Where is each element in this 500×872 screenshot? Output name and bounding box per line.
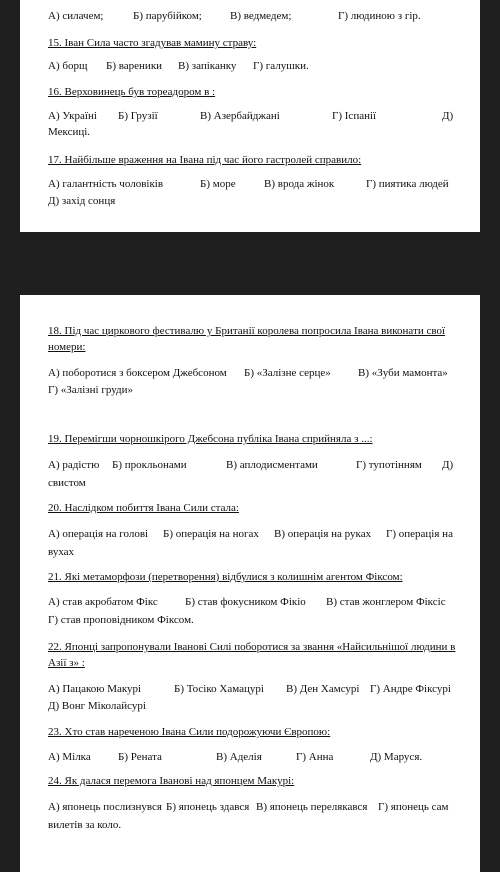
q21-option-d: Г) став проповідником Фіксом. <box>48 614 194 626</box>
q24-option-d-text: вилетів за коло. <box>48 819 122 831</box>
q23-question: 23. Хто став нареченою Івана Сили подорожуючи Європою: <box>48 726 331 738</box>
q14-option-d: Г) людиною з гір. <box>338 10 421 22</box>
q22-option-d: Г) Андре Фіксурі <box>370 683 451 695</box>
q16-option-e: Д) <box>442 110 454 122</box>
q23-option-e: Д) Маруся. <box>370 751 423 763</box>
q18-option-c: В) «Зуби мамонта» <box>358 367 448 379</box>
q16-option-e-text: Мексиці. <box>48 126 91 138</box>
q21-option-b: Б) став фокусником Фікіо <box>185 596 306 608</box>
q15-question: 15. Іван Сила часто згадував мамину страву: <box>48 37 257 49</box>
q15-option-b: Б) вареники <box>106 60 163 72</box>
q19-question: 19. Перемігши чорношкірого Джебсона публіка Івана сприйняла з ...: <box>48 433 373 445</box>
q22-question: 22. Японці запропонували Іванові Силі поборотися за звання «Найсильнішої людини в Азії з» : <box>48 641 456 669</box>
q17-option-a: А) галантність чоловіків <box>48 178 164 190</box>
q15-option-d: Г) галушки. <box>253 60 309 72</box>
q20-option-d: Г) операція на <box>386 528 453 540</box>
document-page-2 <box>20 295 480 872</box>
q17-option-e: Д) захід сонця <box>48 195 116 207</box>
q23-option-c: В) Аделія <box>216 751 262 763</box>
q16-question: 16. Верховинець був тореадором в : <box>48 86 216 98</box>
q19-option-e: Д) <box>442 459 454 471</box>
q19-option-b: Б) прокльонами <box>112 459 187 471</box>
q18-option-a: А) поборотися з боксером Джебсоном <box>48 367 227 379</box>
q16-option-b: Б) Грузії <box>118 110 158 122</box>
q24-option-c: В) японець перелякався <box>256 801 368 813</box>
q16-option-a: А) Україні <box>48 110 97 122</box>
q16-option-d: Г) Іспанії <box>332 110 377 122</box>
q17-option-c: В) врода жінок <box>264 178 335 190</box>
q22-option-a: А) Пацакою Макурі <box>48 683 142 695</box>
q17-option-d: Г) пиятика людей <box>366 178 449 190</box>
q24-option-d: Г) японець сам <box>378 801 449 813</box>
q20-question: 20. Наслідком побиття Івана Сили стала: <box>48 502 239 514</box>
q23-option-a: А) Мілка <box>48 751 91 763</box>
q22-option-c: В) Ден Хамсурі <box>286 683 360 695</box>
q23-option-b: Б) Рената <box>118 751 162 763</box>
q21-question: 21. Які метаморфози (перетворення) відбулися з колишнім агентом Фіксом: <box>48 571 403 583</box>
q20-option-c: В) операція на руках <box>274 528 372 540</box>
q22-option-e: Д) Вонг Міколайсурі <box>48 700 146 712</box>
q17-question: 17. Найбільше враження на Івана під час його гастролей справило: <box>48 154 362 166</box>
q19-option-c: В) аплодисментами <box>226 459 318 471</box>
q24-option-a: А) японець послизнувся <box>48 801 162 813</box>
q16-option-c: В) Азербайджані <box>200 110 280 122</box>
q19-option-a: А) радістю <box>48 459 100 471</box>
q14-option-a: А) силачем; <box>48 10 104 22</box>
q19-option-d: Г) тупотінням <box>356 459 422 471</box>
q14-option-c: В) ведмедем; <box>230 10 292 22</box>
q22-option-b: Б) Тосіко Хамацурі <box>174 683 264 695</box>
q18-option-d: Г) «Залізні груди» <box>48 384 134 396</box>
q23-option-d: Г) Анна <box>296 751 334 763</box>
q15-option-a: А) борщ <box>48 60 88 72</box>
q15-option-c: В) запіканку <box>178 60 237 72</box>
q20-option-d-text: вухах <box>48 546 75 558</box>
document-page-1 <box>20 0 480 232</box>
q14-option-b: Б) парубійком; <box>133 10 202 22</box>
q17-option-b: Б) море <box>200 178 236 190</box>
q20-option-a: А) операція на голові <box>48 528 149 540</box>
q21-option-a: А) став акробатом Фікс <box>48 596 158 608</box>
q21-option-c: В) став жонглером Фіксіс <box>326 596 446 608</box>
q24-question: 24. Як далася перемога Іванові над японцем Макурі: <box>48 775 295 787</box>
q18-question: 18. Під час циркового фестивалю у Британії королева попросила Івана виконати свої номери: <box>48 325 446 353</box>
q19-option-e-text: свистом <box>48 477 86 489</box>
q20-option-b: Б) операція на ногах <box>163 528 259 540</box>
q24-option-b: Б) японець здався <box>166 801 250 813</box>
q18-option-b: Б) «Залізне серце» <box>244 367 331 379</box>
